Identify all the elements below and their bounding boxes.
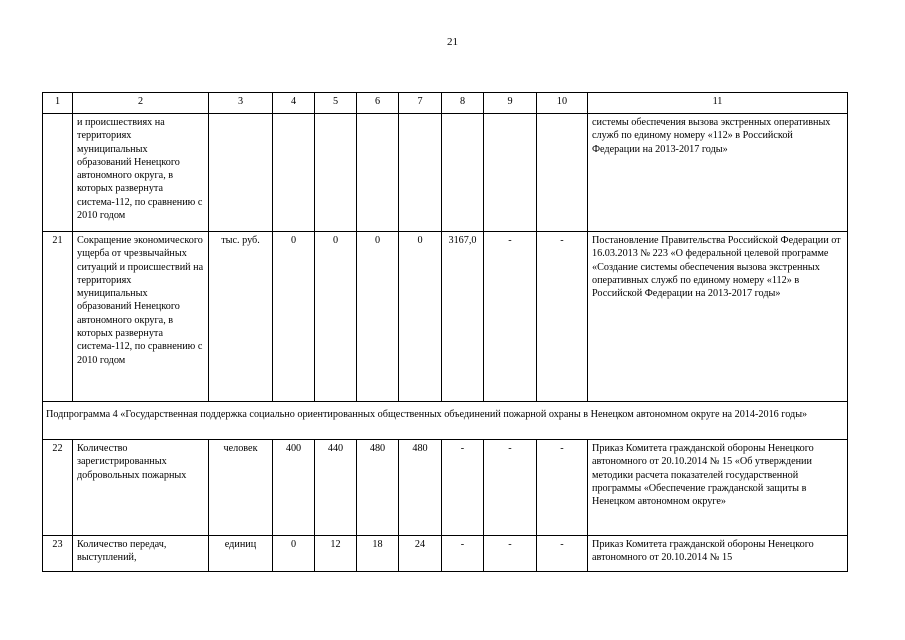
value-cell: 24 [399, 536, 442, 572]
header-cell: 2 [73, 93, 209, 114]
column-number-header-row [43, 93, 848, 114]
table-row-23 [43, 536, 848, 572]
unit-cell: человек [209, 440, 273, 536]
row-number-cell [43, 114, 73, 232]
header-cell: 1 [43, 93, 73, 114]
subprogram-row [43, 402, 848, 440]
indicator-name-cell: Количество передач, выступлений, [73, 536, 209, 572]
header-cell: 11 [588, 93, 848, 114]
value-cell: 0 [399, 232, 442, 402]
indicator-name-cell: Сокращение экономического ущерба от чрезвычайных ситуаций и происшествий на территориях муниципальных образований Ненецкого автономного округа, в которых развернута система-112, по сравнению с 2010 годом [73, 232, 209, 402]
header-cell: 3 [209, 93, 273, 114]
indicator-name-cell: и происшествиях на территориях муниципальных образований Ненецкого автономного округа, в которых развернута система-112, по сравнению с 2010 годом [73, 114, 209, 232]
indicator-name-cell: Количество зарегистрированных добровольных пожарных [73, 440, 209, 536]
header-cell: 7 [399, 93, 442, 114]
unit-cell: тыс. руб. [209, 232, 273, 402]
value-cell: - [484, 536, 537, 572]
value-cell: 0 [273, 536, 315, 572]
value-cell: - [537, 536, 588, 572]
header-cell: 5 [315, 93, 357, 114]
unit-cell: единиц [209, 536, 273, 572]
table-row-22 [43, 440, 848, 536]
source-document-cell: Приказ Комитета гражданской обороны Ненецкого автономного от 20.10.2014 № 15 «Об утверждении методики расчета показателей государственной программы «Обеспечение гражданской защиты в Ненецком автономном округе» [588, 440, 848, 536]
source-document-cell: Приказ Комитета гражданской обороны Ненецкого автономного от 20.10.2014 № 15 [588, 536, 848, 572]
value-cell: 0 [273, 232, 315, 402]
header-cell: 8 [442, 93, 484, 114]
table-row-continuation [43, 114, 848, 232]
value-cell [357, 114, 399, 232]
header-cell: 4 [273, 93, 315, 114]
table-row-21 [43, 232, 848, 402]
value-cell: - [537, 232, 588, 402]
row-number-cell: 23 [43, 536, 73, 572]
value-cell [273, 114, 315, 232]
header-cell: 6 [357, 93, 399, 114]
value-cell: - [537, 440, 588, 536]
unit-cell [209, 114, 273, 232]
page-number: 21 [447, 36, 458, 48]
value-cell: 480 [357, 440, 399, 536]
value-cell [315, 114, 357, 232]
row-number-cell: 21 [43, 232, 73, 402]
value-cell: 400 [273, 440, 315, 536]
value-cell [399, 114, 442, 232]
value-cell: 12 [315, 536, 357, 572]
value-cell: 18 [357, 536, 399, 572]
value-cell: - [442, 440, 484, 536]
header-cell: 10 [537, 93, 588, 114]
value-cell: 440 [315, 440, 357, 536]
value-cell: 3167,0 [442, 232, 484, 402]
header-cell: 9 [484, 93, 537, 114]
value-cell: 480 [399, 440, 442, 536]
value-cell: 0 [315, 232, 357, 402]
value-cell: - [484, 232, 537, 402]
source-document-cell: системы обеспечения вызова экстренных оперативных служб по единому номеру «112» в Российской Федерации на 2013-2017 годы» [588, 114, 848, 232]
value-cell [484, 114, 537, 232]
source-document-cell: Постановление Правительства Российской Федерации от 16.03.2013 № 223 «О федеральной целевой программе «Создание системы обеспечения вызова экстренных оперативных служб по единому номеру «112» в Российской Федерации на 2013-2017 годы» [588, 232, 848, 402]
row-number-cell: 22 [43, 440, 73, 536]
value-cell: - [442, 536, 484, 572]
indicators-table [42, 92, 848, 572]
value-cell [442, 114, 484, 232]
value-cell: 0 [357, 232, 399, 402]
value-cell [537, 114, 588, 232]
subprogram-title: Подпрограмма 4 «Государственная поддержка социально ориентированных общественных объединений пожарной охраны в Ненецком автономном округе на 2014-2016 годы» [43, 402, 848, 440]
value-cell: - [484, 440, 537, 536]
